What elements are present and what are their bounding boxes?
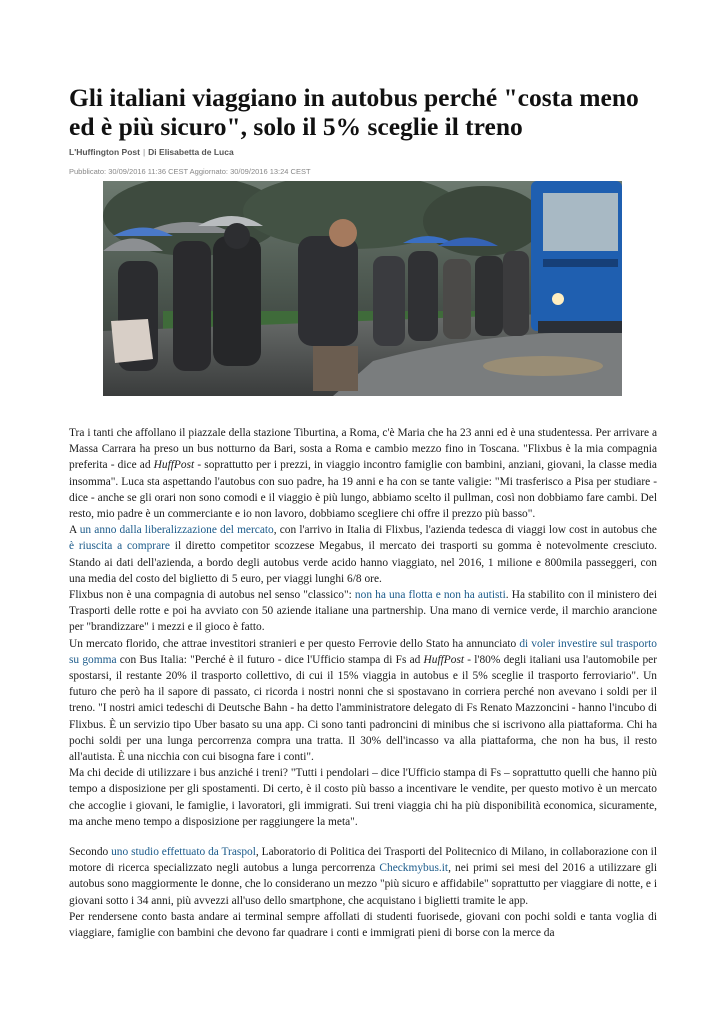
paragraph-text: Un mercato florido, che attrae investitori stranieri e per questo Ferrovie dello Stato ha annunciato [69, 637, 520, 650]
paragraph-text: Ma chi decide di utilizzare i bus anziché i treni? "Tutti i pendolari – dice l'Ufficio stampa di Fs – soprattutto quelli che hanno più tempo a disposizione per gli spostamenti. Di certo, è il costo più basso a incentivare le vendite, per questo motivo è un mercato che accoglie i giovani, le famiglie, i lavoratori, gli immigrati. Sui treni viaggia chi ha più disponibilità economica, sicuramente, ma anche meno tempo a disposizione per raggiungere la meta". [69, 767, 657, 828]
paragraph-text: - soprattutto per i prezzi, in viaggio incontro famiglie con bambini, anziani, giovani, la classe media insomma". Luca sta aspettando l'autobus con suo padre, ha 19 anni e ha con se tante valigie: "Mi trasferisco a Pisa per studiare - dice - anche se gli orari non sono comodi e il viaggio è più lungo, abbiamo scelto il pullman, così non dobbiamo fare cambi. Del resto, mio padre è un commerciante e io non lavoro, dobbiamo scegliere chi offre il prezzo più basso". [69, 459, 657, 521]
article-paragraph [69, 587, 657, 636]
inline-link[interactable]: non ha una flotta e non ha autisti [354, 589, 506, 602]
paragraph-text: , Laboratorio di Politica dei Trasporti del Politecnico di Milano, in collaborazione con il motore di ricerca specializzato negli autobus a lunga percorrenza [69, 846, 658, 875]
article-paragraph [69, 909, 657, 941]
source-name[interactable]: L'Huffington Post [69, 147, 140, 157]
inline-link[interactable]: di voler investire sul trasporto su gomma [69, 637, 657, 666]
article-paragraph [69, 765, 657, 830]
inline-link[interactable]: Checkmybus.it [379, 862, 449, 875]
article-paragraph [69, 522, 657, 587]
paragraph-text: . Ha stabilito con il ministero dei Trasporti delle rotte e poi ha avviato con 50 aziende italiane una partnership. Una mano di vernice verde, il marchio arancione per "brandizzare" i mezzi e il gioco è fatto. [69, 589, 658, 634]
article-paragraph [69, 636, 657, 766]
paragraph-text: Secondo [69, 846, 112, 859]
paragraph-text: A [69, 524, 80, 537]
article-title: Gli italiani viaggiano in autobus perché "costa meno ed è più sicuro", solo il 5% sceglie il treno [69, 83, 639, 141]
article-paragraph [69, 844, 657, 909]
paragraph-text: Tra i tanti che affollano il piazzale della stazione Tiburtina, a Roma, c'è Maria che ha 23 anni ed è una studentessa. Per arrivare a Massa Carrara ha preso un bus notturno da Bari, sosta a Roma e cambio mezzo fino in Toscana. "Flixbus è la mia compagnia preferita - dice ad [69, 427, 657, 472]
italic-text: HuffPost [153, 459, 195, 472]
commuters-in-rain-image [103, 181, 622, 396]
paragraph-text: Flixbus non è una compagnia di autobus nel senso "classico": [69, 589, 355, 602]
italic-text: HuffPost [423, 653, 465, 666]
paragraph-text: , nei primi sei mesi del 2016 a utilizzare gli autobus sono maggiormente le donne, che lo considerano un mezzo "più sicuro e affidabile" soprattutto per viaggiare di notte, e i giovani sotto i 34 anni, più avvezzi all'uso dello smartphone, che acquistano i biglietti tramite le app. [69, 862, 657, 907]
publish-dates: Pubblicato: 30/09/2016 11:36 CEST Aggiornato: 30/09/2016 13:24 CEST [69, 167, 311, 176]
paragraph-text: Per rendersene conto basta andare ai terminal sempre affollati di studenti fuorisede, giovani con pochi soldi e tanta voglia di viaggiare, famiglie con bambini che devono far quadrare i conti e immigrati pieni di borse con la merce da [69, 910, 657, 940]
author-name[interactable]: Di Elisabetta de Luca [148, 147, 234, 157]
byline-divider: | [142, 147, 146, 157]
inline-link[interactable]: è riuscita a comprare [69, 540, 170, 553]
paragraph-text: , con l'arrivo in Italia di Flixbus, l'azienda tedesca di viaggi low cost in autobus che [273, 524, 657, 537]
article-paragraph [69, 425, 657, 522]
inline-link[interactable]: un anno dalla liberalizzazione del mercato [79, 524, 274, 537]
paragraph-text: con Bus Italia: "Perché è il futuro - dice l'Ufficio stampa di Fs ad [116, 653, 424, 666]
paragraph-text: il diretto competitor scozzese Megabus, il mercato dei trasporti su gomma è notevolmente cresciuto. Stando ai dati dell'azienda, a bordo degli autobus verde acido hanno viaggiato, nel 2016, 1 milione e 800mila passeggeri, con una media del costo del biglietto di 5 euro, per viaggi lunghi 6/8 ore. [69, 540, 657, 585]
byline [69, 147, 234, 157]
paragraph-text: - l'80% degli italiani usa l'automobile per spostarsi, il restante 20% il trasporto collettivo, di cui il 15% viaggia in autobus e il 5% sceglie il trasporto ferroviario". Un futuro che però ha il sapore di passato, ci ricorda i nostri nonni che si spostavano in corriera perché non avevano i soldi per il treno. "I nostri amici tedeschi di Deutsche Bahn - ha detto l'amministratore delegato di Fs Renato Mazzoncini - hanno l'incubo di Flixbus. È un servizio tipo Uber basato su una app. Ci sono tanti padroncini di minibus che si iscrivono alla piattaforma. Chi ha pochi soldi per una lunga percorrenza compra una tratta. Il 30% dell'incasso va alla piattaforma, che non ha bus, il resto all'autista. È una nicchia con cui bisogna fare i conti". [69, 653, 658, 764]
article-photo [103, 181, 622, 396]
article-body [69, 425, 657, 941]
inline-link[interactable]: uno studio effettuato da Traspol [111, 846, 256, 859]
